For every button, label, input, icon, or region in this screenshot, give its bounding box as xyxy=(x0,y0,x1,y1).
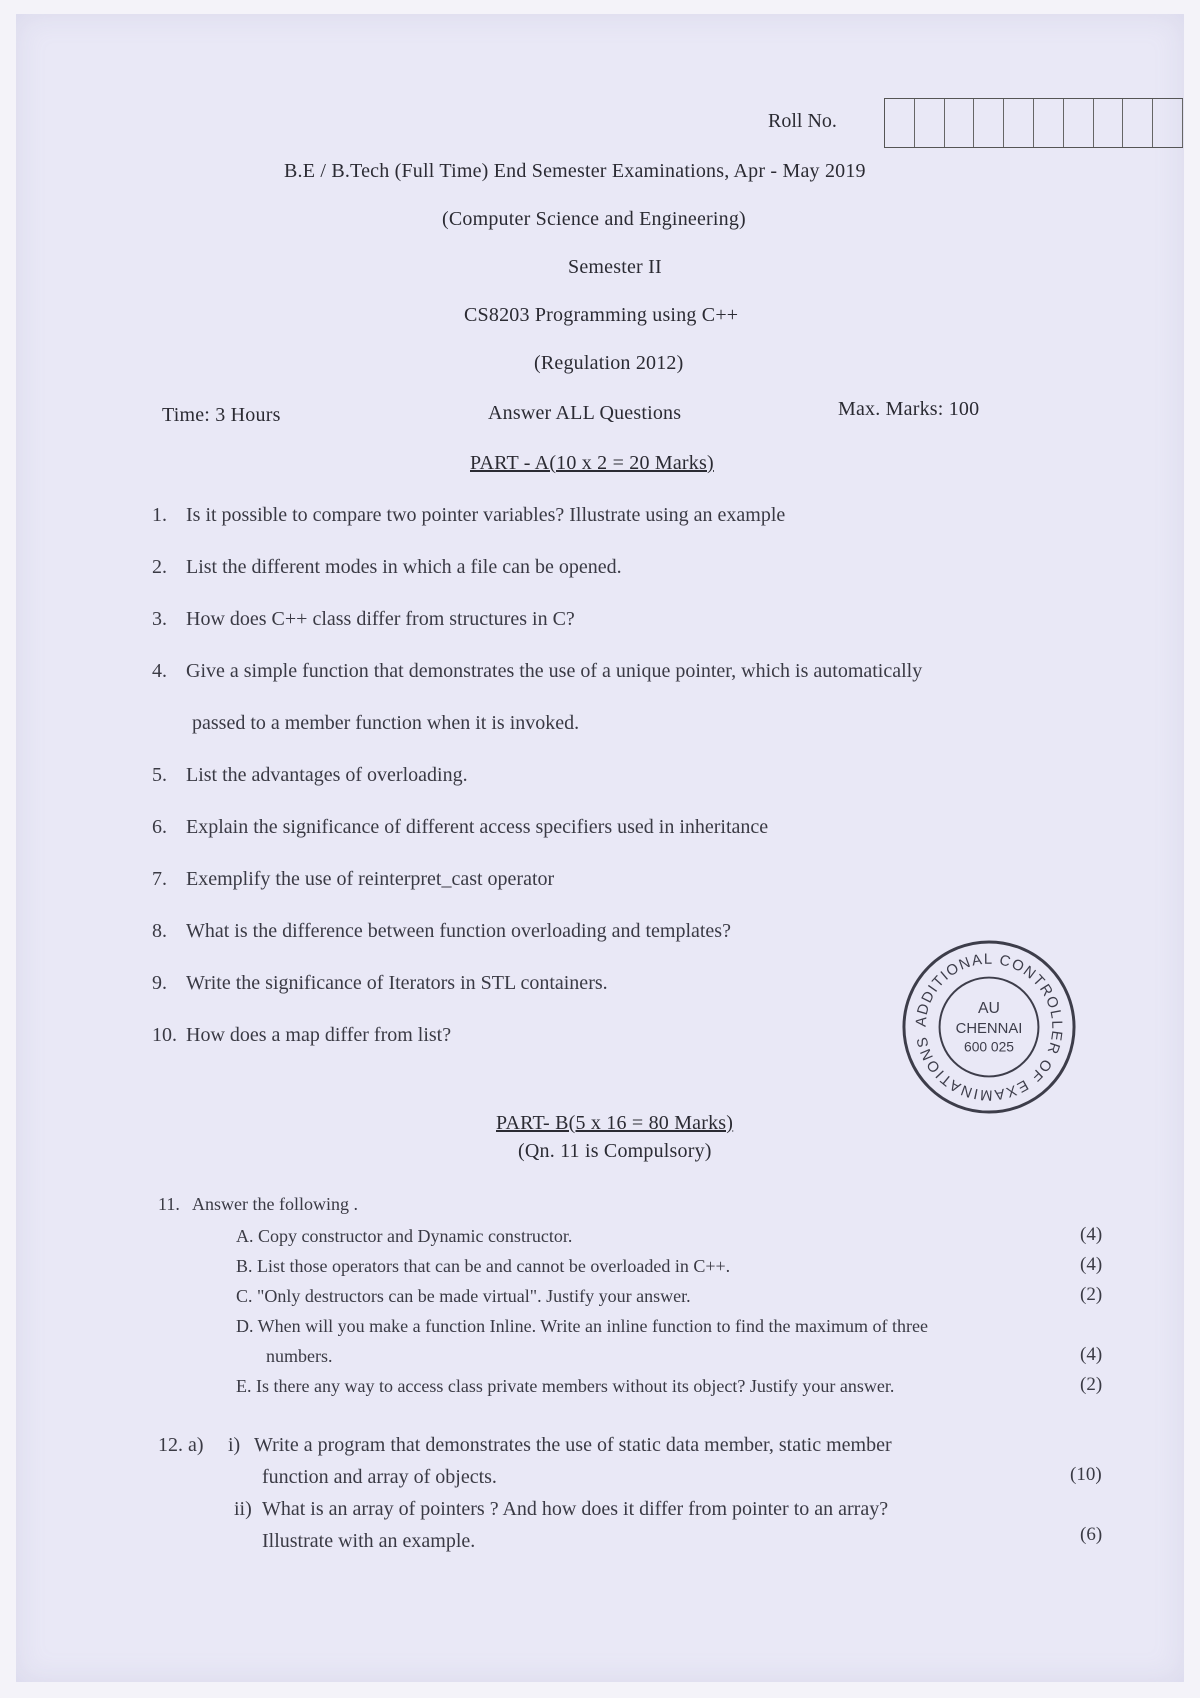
max-marks: Max. Marks: 100 xyxy=(838,398,980,420)
question-11-b: B. List those operators that can be and cannot be overloaded in C++. xyxy=(236,1256,731,1276)
seal-line-2: CHENNAI xyxy=(955,1020,1023,1037)
question-text: Answer the following . xyxy=(192,1194,358,1214)
question-12a-number: 12. a) xyxy=(158,1434,204,1456)
marks-11-c: (2) xyxy=(1080,1284,1103,1305)
question-text: Give a simple function that demonstrates the use of a unique pointer, which is automatically xyxy=(186,660,923,682)
question-12a-i: Write a program that demonstrates the use of static data member, static member xyxy=(254,1434,892,1456)
question-4-continued: passed to a member function when it is invoked. xyxy=(192,712,580,734)
question-number: 2. xyxy=(152,556,167,578)
question-12a-ii-label: ii) xyxy=(234,1498,252,1520)
roll-no-cell[interactable] xyxy=(974,99,1004,147)
instructions: Answer ALL Questions xyxy=(488,402,682,424)
question-text: Is it possible to compare two pointer variables? Illustrate using an example xyxy=(186,504,786,526)
question-number: 7. xyxy=(152,868,167,890)
question-number: 6. xyxy=(152,816,167,838)
question-text: Explain the significance of different access specifiers used in inheritance xyxy=(186,816,769,838)
course-title: CS8203 Programming using C++ xyxy=(464,304,739,326)
seal-stamp xyxy=(900,938,1078,1116)
question-12a-ii: What is an array of pointers ? And how does it differ from pointer to an array? xyxy=(262,1498,889,1520)
marks-11-e: (2) xyxy=(1080,1374,1103,1395)
exam-page xyxy=(16,14,1184,1682)
roll-no-cell[interactable] xyxy=(915,99,945,147)
regulation: (Regulation 2012) xyxy=(534,352,684,374)
question-12a-i-label: i) xyxy=(228,1434,241,1456)
question-number: 5. xyxy=(152,764,167,786)
roll-no-cell[interactable] xyxy=(1094,99,1124,147)
question-12a-ii-continued: Illustrate with an example. xyxy=(262,1530,476,1552)
question-3 xyxy=(152,608,575,631)
question-11-c: C. "Only destructors can be made virtual". Justify your answer. xyxy=(236,1286,691,1306)
question-text: List the advantages of overloading. xyxy=(186,764,468,786)
roll-no-cell[interactable] xyxy=(885,99,915,147)
question-12a-i-continued: function and array of objects. xyxy=(262,1466,497,1488)
roll-no-cell[interactable] xyxy=(1034,99,1064,147)
roll-no-cell[interactable] xyxy=(1004,99,1034,147)
question-text: Write the significance of Iterators in STL containers. xyxy=(186,972,608,994)
question-number: 4. xyxy=(152,660,167,682)
question-text: What is the difference between function overloading and templates? xyxy=(186,920,731,942)
marks-12a-i: (10) xyxy=(1070,1464,1102,1485)
part-b-note: (Qn. 11 is Compulsory) xyxy=(518,1140,712,1162)
marks-11-b: (4) xyxy=(1080,1254,1103,1275)
roll-no-cell[interactable] xyxy=(1153,99,1183,147)
question-9 xyxy=(152,972,608,995)
question-number: 10. xyxy=(152,1024,177,1046)
question-number: 3. xyxy=(152,608,167,630)
question-11-d: D. When will you make a function Inline. Write an inline function to find the maximum of three xyxy=(236,1316,928,1336)
department: (Computer Science and Engineering) xyxy=(442,208,746,230)
question-text: Exemplify the use of reinterpret_cast operator xyxy=(186,868,555,890)
question-11-a: A. Copy constructor and Dynamic constructor. xyxy=(236,1226,573,1246)
marks-11-a: (4) xyxy=(1080,1224,1103,1245)
part-b-title: PART- B(5 x 16 = 80 Marks) xyxy=(496,1112,734,1134)
exam-title: B.E / B.Tech (Full Time) End Semester Examinations, Apr - May 2019 xyxy=(284,160,866,182)
question-number: 1. xyxy=(152,504,167,526)
question-8 xyxy=(152,920,731,943)
question-11 xyxy=(158,1194,358,1215)
question-number: 9. xyxy=(152,972,167,994)
question-text: How does a map differ from list? xyxy=(186,1024,452,1046)
question-text: How does C++ class differ from structures in C? xyxy=(186,608,575,630)
seal-line-1: AU xyxy=(978,1000,1000,1018)
roll-no-label: Roll No. xyxy=(768,110,837,132)
question-number: 11. xyxy=(158,1194,180,1214)
question-7 xyxy=(152,868,554,891)
seal-ring-text: ADDITIONAL CONTROLLER OF EXAMINATIONS xyxy=(913,951,1065,1103)
marks-12a-ii: (6) xyxy=(1080,1524,1103,1545)
time-allowed: Time: 3 Hours xyxy=(162,404,281,426)
question-10 xyxy=(152,1024,451,1047)
question-6 xyxy=(152,816,768,839)
part-a-title: PART - A(10 x 2 = 20 Marks) xyxy=(470,452,714,474)
roll-no-cell[interactable] xyxy=(1064,99,1094,147)
question-11-d-continued: numbers. xyxy=(266,1346,333,1366)
question-number: 8. xyxy=(152,920,167,942)
seal-line-3: 600 025 xyxy=(964,1038,1014,1055)
roll-no-boxes[interactable] xyxy=(884,98,1183,148)
question-5 xyxy=(152,764,468,787)
marks-11-d: (4) xyxy=(1080,1344,1103,1365)
semester: Semester II xyxy=(568,256,662,278)
question-2 xyxy=(152,556,622,579)
roll-no-cell[interactable] xyxy=(1123,99,1153,147)
question-4 xyxy=(152,660,922,683)
roll-no-cell[interactable] xyxy=(945,99,975,147)
question-1 xyxy=(152,504,785,527)
question-11-e: E. Is there any way to access class private members without its object? Justify your answer. xyxy=(236,1376,895,1396)
question-text: List the different modes in which a file can be opened. xyxy=(186,556,622,578)
